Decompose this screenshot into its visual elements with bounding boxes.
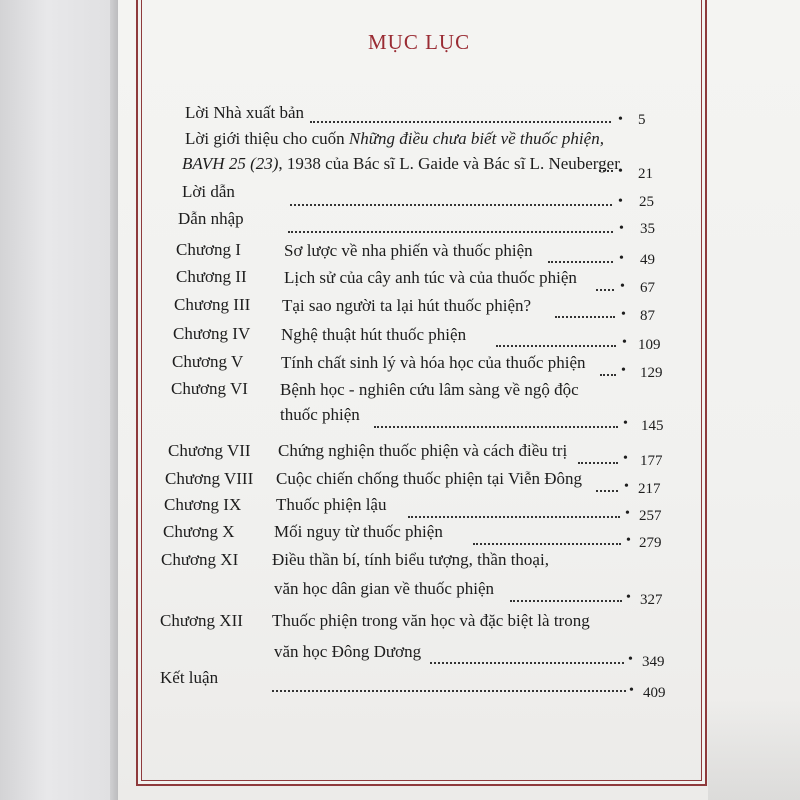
toc-bullet: • xyxy=(628,652,633,667)
toc-page-number: 109 xyxy=(638,337,661,353)
toc-leader-dots xyxy=(374,426,618,428)
toc-entry-label xyxy=(185,129,604,149)
toc-page-number: 25 xyxy=(639,194,654,210)
toc-chapter-title-line2: thuốc phiện xyxy=(280,405,360,424)
toc-leader-dots xyxy=(510,600,622,602)
toc-entry-text: , 1938 của Bác sĩ L. Gaide và Bác sĩ L. Neuberger xyxy=(278,154,620,173)
toc-leader-dots xyxy=(310,121,611,123)
toc-chapter-label: Chương XI xyxy=(161,550,239,569)
toc-page-number: 35 xyxy=(640,221,655,237)
toc-bullet: • xyxy=(626,533,631,548)
page-title: MỤC LỤC xyxy=(368,30,471,54)
toc-entry-label: Lời Nhà xuất bản xyxy=(185,103,304,122)
toc-entry-chapter-10[interactable] xyxy=(118,518,800,551)
toc-chapter-title: Lịch sử của cây anh túc và của thuốc phiện xyxy=(284,268,577,287)
toc-chapter-title: Thuốc phiện trong văn học và đặc biệt là trong xyxy=(272,611,590,630)
toc-chapter-label: Chương IX xyxy=(164,495,242,514)
toc-leader-dots xyxy=(578,462,618,464)
toc-chapter-title: Nghệ thuật hút thuốc phiện xyxy=(281,325,467,344)
toc-bullet: • xyxy=(619,221,624,236)
left-page-edge xyxy=(0,0,118,800)
toc-bullet: • xyxy=(624,479,629,494)
toc-chapter-label: Chương XII xyxy=(160,611,243,630)
toc-leader-dots xyxy=(496,345,616,347)
toc-leader-dots xyxy=(290,204,612,206)
toc-chapter-label: Chương III xyxy=(174,295,251,314)
toc-chapter-title: Sơ lược về nha phiến và thuốc phiện xyxy=(284,241,533,260)
toc-entry-chapter-5[interactable] xyxy=(118,348,800,381)
toc-entry-text: Lời giới thiệu cho cuốn xyxy=(185,129,349,148)
toc-chapter-title: Cuộc chiến chống thuốc phiện tại Viễn Đông xyxy=(276,469,583,488)
toc-page-number: 217 xyxy=(638,481,661,497)
toc-page-number: 349 xyxy=(642,654,665,670)
toc-chapter-label: Chương X xyxy=(163,522,235,541)
toc-chapter-title: Thuốc phiện lậu xyxy=(276,495,387,514)
toc-chapter-label: Chương IV xyxy=(173,324,251,343)
toc-chapter-label: Chương VIII xyxy=(165,469,254,488)
toc-page-number: 145 xyxy=(641,418,664,434)
toc-entry-chapter-3[interactable] xyxy=(118,292,800,322)
toc-page-number: 279 xyxy=(639,535,662,551)
toc-leader-dots xyxy=(596,289,614,291)
toc-chapter-title: Tính chất sinh lý và hóa học của thuốc phiện xyxy=(281,353,586,372)
toc-entry-chapter-4[interactable] xyxy=(118,320,800,353)
toc-entry-preface[interactable] xyxy=(118,180,800,210)
toc-leader-dots xyxy=(430,662,624,664)
toc-entry-prologue[interactable] xyxy=(118,207,800,237)
toc-chapter-title-line2: văn học dân gian về thuốc phiện xyxy=(274,579,494,598)
toc-bullet: • xyxy=(620,279,625,294)
toc-page-number: 327 xyxy=(640,592,663,608)
book-title-italic: Những điều chưa biết về thuốc phiện, xyxy=(348,129,604,148)
toc-page-number: 409 xyxy=(643,685,666,701)
toc-chapter-title: Chứng nghiện thuốc phiện và cách điều trị xyxy=(278,441,568,460)
book-page xyxy=(118,0,800,800)
toc-bullet: • xyxy=(622,335,627,350)
toc-chapter-title: Mối nguy từ thuốc phiện xyxy=(274,522,443,541)
toc-chapter-label: Chương V xyxy=(172,352,244,371)
toc-entry-chapter-11[interactable] xyxy=(118,546,800,608)
toc-leader-dots xyxy=(288,231,613,233)
toc-bullet: • xyxy=(618,164,623,179)
toc-chapter-title: Bệnh học - nghiên cứu lâm sàng về ngộ độc xyxy=(280,380,579,399)
toc-chapter-label: Chương VI xyxy=(171,379,248,398)
toc-leader-dots xyxy=(473,543,621,545)
toc-entry-chapter-7[interactable] xyxy=(118,438,800,468)
toc-bullet: • xyxy=(629,683,634,698)
toc-bullet: • xyxy=(623,416,628,431)
toc-chapter-label: Chương VII xyxy=(168,441,251,460)
toc-page-number: 257 xyxy=(639,508,662,524)
toc-chapter-label: Chương II xyxy=(176,267,247,286)
toc-leader-dots xyxy=(599,170,613,172)
toc-bullet: • xyxy=(621,363,626,378)
toc-entry-label-line2 xyxy=(182,154,620,174)
toc-bullet: • xyxy=(621,307,626,322)
toc-page-number: 87 xyxy=(640,308,655,324)
toc-bullet: • xyxy=(618,194,623,209)
toc-entry-chapter-1[interactable] xyxy=(118,236,800,266)
source-italic: BAVH 25 (23) xyxy=(182,154,279,173)
toc-entry-chapter-2[interactable] xyxy=(118,263,800,296)
toc-bullet: • xyxy=(618,112,623,127)
toc-page-number: 67 xyxy=(640,280,655,296)
toc-bullet: • xyxy=(619,251,624,266)
toc-entry-chapter-12[interactable] xyxy=(118,606,800,670)
toc-leader-dots xyxy=(555,316,615,318)
toc-entry-introduction[interactable] xyxy=(118,126,800,186)
toc-page-number: 49 xyxy=(640,252,655,268)
toc-leader-dots xyxy=(272,690,626,692)
toc-chapter-title-line2: văn học Đông Dương xyxy=(274,642,422,661)
toc-page-number: 21 xyxy=(638,166,653,182)
toc-entry-label: Lời dẫn xyxy=(182,182,235,201)
page-shadow xyxy=(708,700,800,800)
toc-chapter-title: Điều thần bí, tính biểu tượng, thần thoại, xyxy=(272,550,549,569)
toc-entry-chapter-6[interactable] xyxy=(118,376,800,434)
toc-bullet: • xyxy=(626,590,631,605)
toc-page-number: 129 xyxy=(640,365,663,381)
toc-page-number: 177 xyxy=(640,453,663,469)
toc-entry-label: Dẫn nhập xyxy=(178,209,244,228)
toc-bullet: • xyxy=(625,506,630,521)
toc-page-number: 5 xyxy=(638,112,646,128)
toc-bullet: • xyxy=(623,451,628,466)
toc-chapter-label: Chương I xyxy=(176,240,241,259)
toc-chapter-title: Tại sao người ta lại hút thuốc phiện? xyxy=(282,296,532,315)
toc-entry-conclusion[interactable] xyxy=(118,668,800,701)
toc-entry-label: Kết luận xyxy=(160,668,219,687)
